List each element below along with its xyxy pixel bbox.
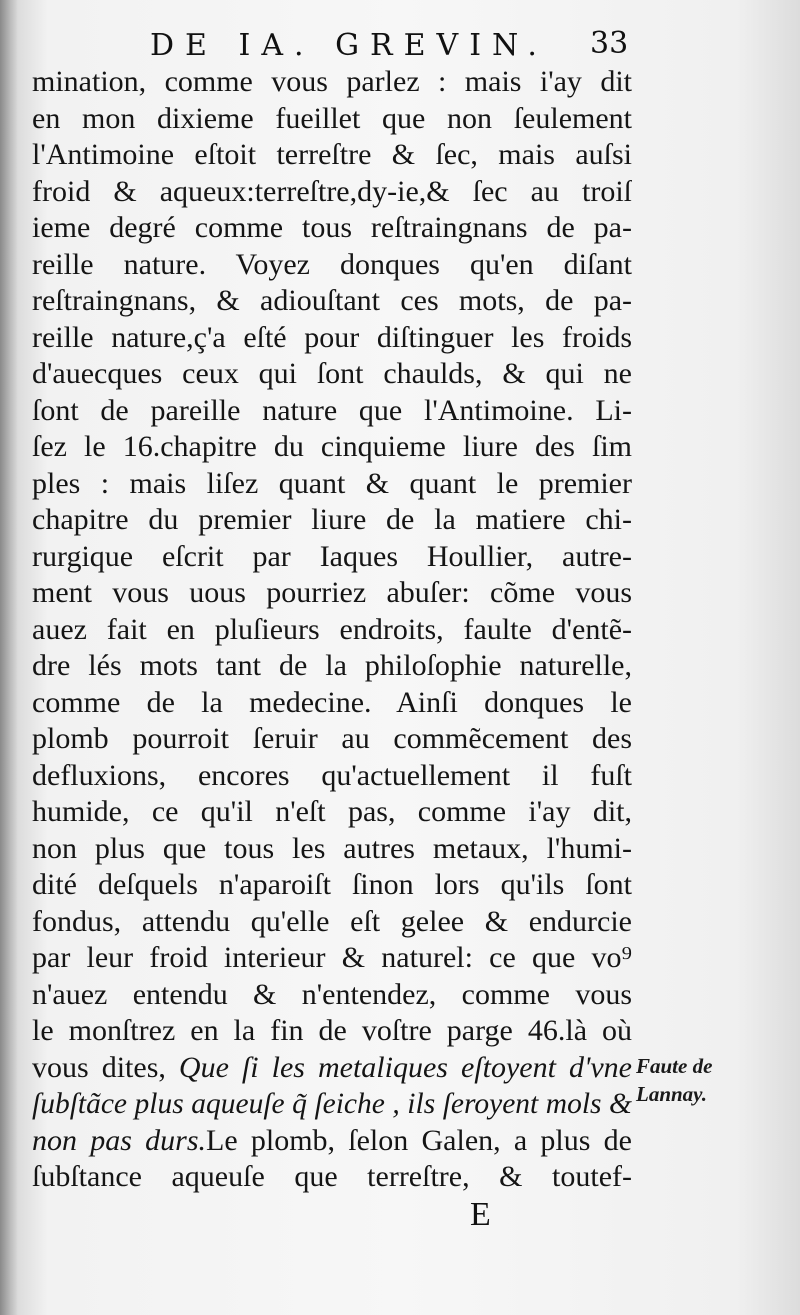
italic-quote: non pas durs. [32,1123,206,1157]
text-line: en mon dixieme fueillet que non ſeulement [32,101,632,135]
text-line: le monſtrez en la fin de voſtre parge 46.là où [32,1014,632,1047]
text-line: reille nature. Voyez donques qu'en diſant [32,247,632,281]
signature-mark: E [470,1196,491,1233]
text-line: mination, comme vous parlez : mais i'ay dit [32,65,632,98]
text-line: n'auez entendu & n'entendez, comme vous [32,977,632,1011]
text-line: ieme degré comme tous reſtraingnans de pa- [32,211,632,244]
text-line: rurgique eſcrit par Iaques Houllier, autre- [32,539,632,573]
text-line: ſez le 16.chapitre du cinquieme liure des ſim [32,430,632,463]
italic-quote: Que ſi les metaliques eſtoyent d'vne [178,1050,632,1084]
body-text [32,64,632,1196]
text-line: chapitre du premier liure de la matiere chi- [32,503,632,536]
text-run: vous dites, [32,1050,179,1084]
text-line: froid & aqueux:terreſtre,dy-ie,& ſec au troiſ [32,174,632,208]
text-line: humide, ce qu'il n'eſt pas, comme i'ay dit, [32,795,632,828]
text-line: defluxions, encores qu'actuellement il fuſt [32,758,632,792]
text-line: dre lés mots tant de la philoſophie naturelle, [32,649,632,682]
text-line: d'auecques ceux qui ſont chaulds, & qui ne [32,357,632,390]
text-line: ſubſtance aqueuſe que terreſtre, & toutef- [32,1160,632,1193]
text-line: reille nature,ç'a eſté pour diſtinguer les froids [32,320,632,354]
text-line: ment vous uous pourriez abuſer: cõme vous [32,576,632,609]
text-line: auez fait en pluſieurs endroits, faulte d'entẽ- [32,612,632,646]
text-line-quote-start [32,1050,632,1087]
text-line-quote-end [32,1123,632,1160]
text-line: ſont de pareille nature que l'Antimoine. Li- [32,393,632,427]
text-line: l'Antimoine eſtoit terreſtre & ſec, mais auſsi [32,138,632,171]
text-line: reſtraingnans, & adiouſtant ces mots, de pa- [32,284,632,317]
running-head: DE IA. GREVIN. [150,28,548,63]
text-line: ples : mais liſez quant & quant le premier [32,466,632,500]
marginal-note-line: Faute de [636,1054,713,1078]
text-line: plomb pourroit ſeruir au commẽcement des [32,722,632,755]
marginal-note-line: Lannay. [636,1082,707,1106]
text-line: dité deſquels n'aparoiſt ſinon lors qu'ils ſont [32,868,632,901]
text-line: comme de la medecine. Ainſi donques le [32,685,632,719]
page-gutter-shadow [0,0,18,1315]
text-line: non plus que tous les autres metaux, l'humi- [32,831,632,865]
text-line: fondus, attendu qu'elle eſt gelee & endurcie [32,904,632,938]
text-run: Le plomb, ſelon Galen, a plus de [206,1123,632,1157]
marginal-note [636,1052,712,1108]
text-line: par leur froid interieur & naturel: ce que vo⁹ [32,941,632,974]
text-line-quote: ſubſtãce plus aqueuſe q̃ ſeiche , ils ſeroyent mols & [32,1088,632,1120]
page-number: 33 [590,26,629,61]
